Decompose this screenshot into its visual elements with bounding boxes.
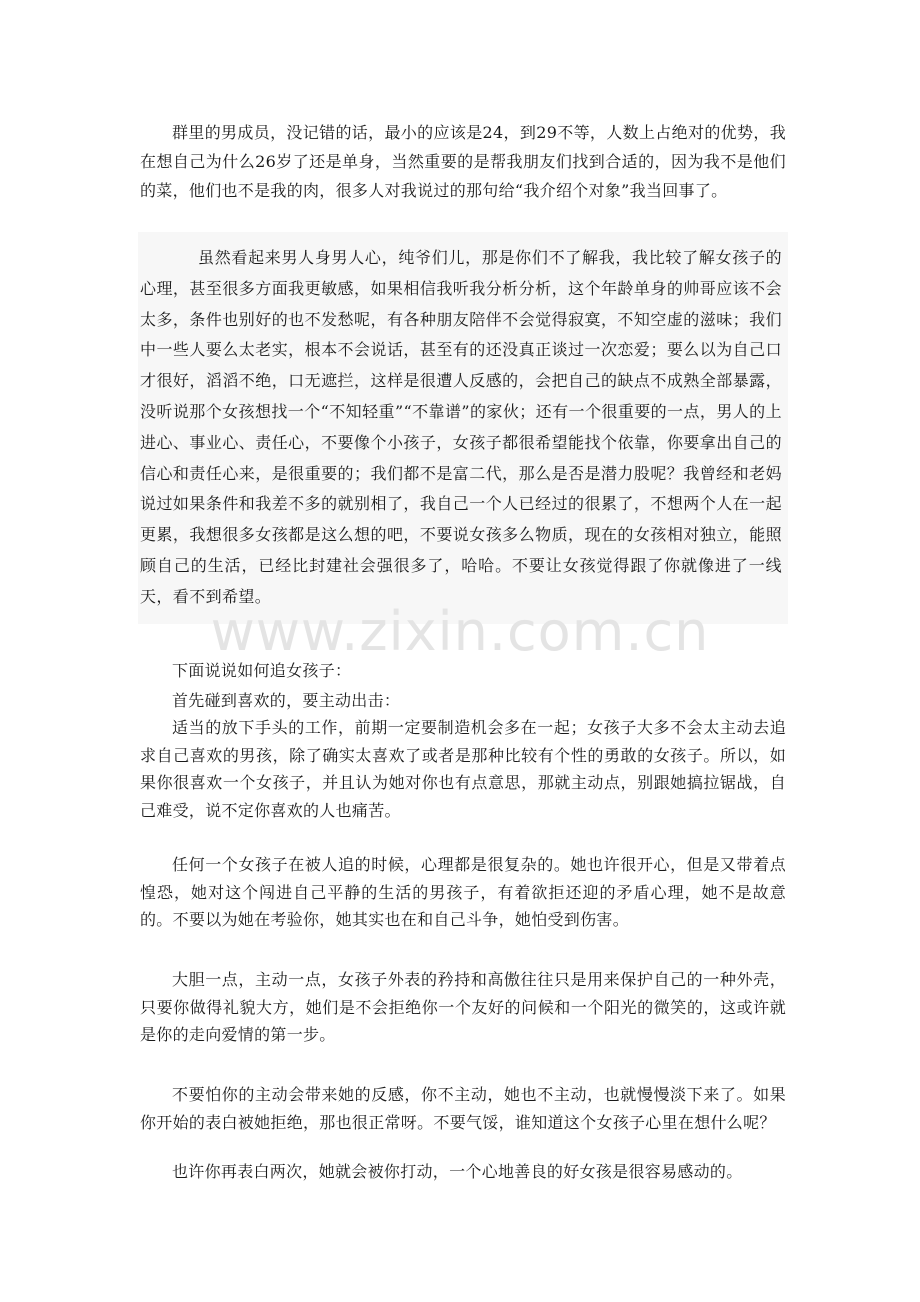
paragraph-girl-psychology: 任何一个女孩子在被人追的时候，心理都是很复杂的。她也许很开心，但是又带着点惶恐，她对这个闯进自己平静的生活的男孩子，有着欲拒还迎的矛盾心理，她不是故意的。不要以为她在考验你，她其实也在和自己斗争，她怕受到伤害。 xyxy=(140,855,786,929)
subsection-heading-line: 首先碰到喜欢的，要主动出击： xyxy=(172,691,401,710)
section-heading-line: 下面说说如何追女孩子： xyxy=(172,661,352,680)
paragraph-be-bold: 大胆一点，主动一点，女孩子外表的矜持和高傲往往只是用来保护自己的一种外壳，只要你做得礼貌大方，她们是不会拒绝你一个友好的问候和一个阳光的微笑的，这或许就是你的走向爱情的第一步。 xyxy=(140,970,786,1044)
paragraph-dont-fear: 不要怕你的主动会带来她的反感，你不主动，她也不主动，也就慢慢淡下来了。如果你开始的表白被她拒绝，那也很正常呀。不要气馁，谁知道这个女孩子心里在想什么呢？ xyxy=(140,1085,786,1132)
paragraph-quoted-block: 虽然看起来男人身男人心，纯爷们儿，那是你们不了解我，我比较了解女孩子的心理，甚至很多方面我更敏感，如果相信我听我分析分析，这个年龄单身的帅哥应该不会太多，条件也别好的也不发愁呢，有各种朋友陪伴不会觉得寂寞，不知空虚的滋味；我们中一些人要么太老实，根本不会说话，甚至有的还没真正谈过一次恋爱；要么以为自己口才很好，滔滔不绝，口无遮拦，这样是很遭人反感的，会把自己的缺点不成熟全部暴露，没听说那个女孩想找一个“不知轻重”“不靠谱”的家伙；还有一个很重要的一点，男人的上进心、事业心、责任心，不要像个小孩子，女孩子都很希望能找个依靠，你要拿出自己的信心和责任心来，是很重要的；我们都不是富二代，那么是否是潜力股呢？我曾经和老妈说过如果条件和我差不多的就别相了，我自己一个人已经过的很累了，不想两个人在一起更累，我想很多女孩都是这么想的吧，不要说女孩多么物质，现在的女孩相对独立，能照顾自己的生活，已经比封建社会强很多了，哈哈。不要让女孩觉得跟了你就像进了一线天，看不到希望。 xyxy=(140,248,782,606)
watermark: www.zixin.com.cn xyxy=(210,600,710,663)
paragraph-confess-again: 也许你再表白两次，她就会被你打动，一个心地善良的好女孩是很容易感动的。 xyxy=(172,1162,743,1181)
paragraph-intro: 群里的男成员，没记错的话，最小的应该是24，到29不等，人数上占绝对的优势，我在想自己为什么26岁了还是单身，当然重要的是帮我朋友们找到合适的，因为我不是他们的菜，他们也不是我的肉，很多人对我说过的那句给“我介绍个对象”我当回事了。 xyxy=(140,123,786,200)
paragraph-initiative: 适当的放下手头的工作，前期一定要制造机会多在一起；女孩子大多不会太主动去追求自己喜欢的男孩，除了确实太喜欢了或者是那种比较有个性的勇敢的女孩子。所以，如果你很喜欢一个女孩子，并且认为她对你也有点意思，那就主动点，别跟她搞拉锯战，自己难受，说不定你喜欢的人也痛苦。 xyxy=(140,718,786,820)
